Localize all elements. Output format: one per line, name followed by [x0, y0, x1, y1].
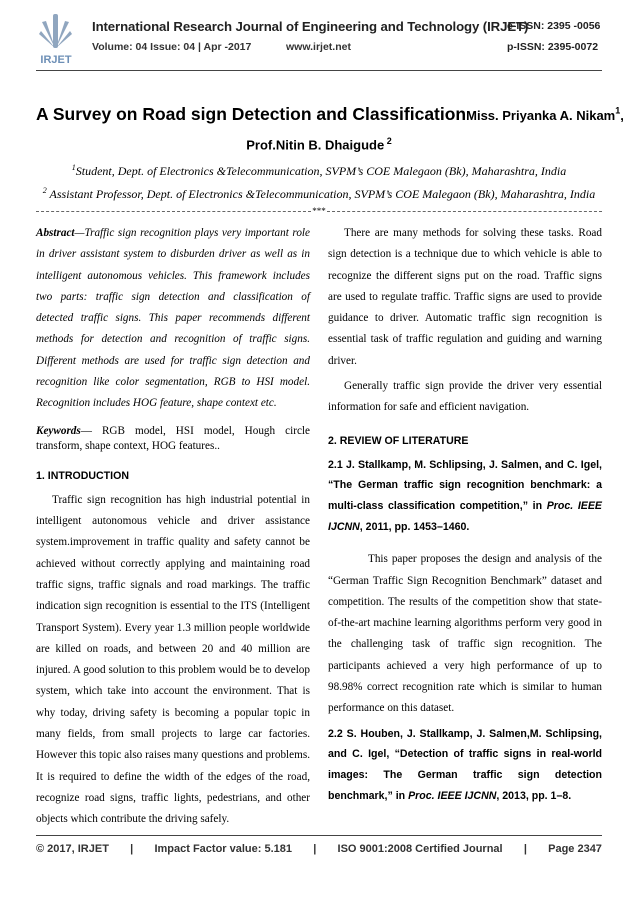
- footer-iso: ISO 9001:2008 Certified Journal: [337, 843, 503, 855]
- footer-separator: |: [523, 843, 527, 855]
- author-1-sup: 1: [615, 105, 621, 116]
- eissn: e-ISSN: 2395 -0056: [507, 20, 601, 32]
- abstract-text: —Traffic sign recognition plays very important role in driver assistant system to disburden driver as well as in intelligent autonomous vehicles. This framework includes two parts: traffic sign detection and classification of detected traffic signs. This paper recommends different methods for detection and recognition of traffic signs. Different methods are used for traffic sign detection and recognition like color segmentation, RGB to HSI model. Recognition includes HOG feature, shape context etc.: [36, 227, 310, 410]
- affiliation-1: [36, 163, 602, 179]
- affiliation-1-sup: 1: [71, 163, 76, 172]
- header-rule: [36, 70, 602, 71]
- paper-title: A Survey on Road sign Detection and Classification: [36, 104, 467, 124]
- footer-impact-factor: Impact Factor value: 5.181: [154, 843, 292, 855]
- journal-website[interactable]: www.irjet.net: [286, 41, 351, 53]
- footer-rule: [36, 835, 602, 836]
- separator-stars: ***: [312, 205, 326, 216]
- right-column: [328, 223, 602, 806]
- author-2: Prof.Nitin B. Dhaigude: [246, 137, 385, 153]
- footer-separator: |: [313, 843, 317, 855]
- reference-2-1: 2.1 J. Stallkamp, M. Schlipsing, J. Salmen, and C. Igel, “The German traffic sign recognition benchmark: a multi-class classification competition,” in Proc. IEEE IJCNN, 2011, pp. 1453–1460.: [328, 458, 602, 533]
- keywords: [36, 424, 310, 454]
- svg-text:IRJET: IRJET: [40, 54, 72, 66]
- author-2-sup: 2: [384, 136, 392, 146]
- abstract: [36, 223, 310, 415]
- affiliation-1-text: Student, Dept. of Electronics &Telecommunication, SVPM’s COE Malegaon (Bk), Maharashtra, India: [75, 164, 567, 178]
- affiliation-2: [36, 186, 602, 202]
- affiliation-2-text: Assistant Professor, Dept. of Electronics &Telecommunication, SVPM’s COE Malegaon (Bk), Maharashtra, India: [46, 187, 596, 201]
- gtsrb-paragraph: This paper proposes the design and analysis of the “German Traffic Sign Recognition Benchmark” dataset and competition. The results of the competition show that state-of-the-art machine learning algorithms perform very good in the challenging task of traffic sign recognition. The participants achieved a very high performance of up to 98.98% correct recognition rate which is similar to human performance on this dataset.: [328, 553, 602, 715]
- author-1-tail: ,: [620, 108, 624, 123]
- volume-issue: Volume: 04 Issue: 04 | Apr -2017: [92, 41, 252, 53]
- intro-paragraph: Traffic sign recognition has high industrial potential in intelligent autonomous vehicle and driver assistance system.improvement in traffic quality and safety cannot be achieved without correctly applying and maintaining road traffic signs, traffic signals and road markings. The traffic indication sign recognition is essential to the ITS (Intelligent Transport System). Every year 1.3 million people worldwide are killed on roads, and between 20 and 40 million are injured. A good solution to this problem would be to develop system, which take into account the environment. That is why today, driving safety is becoming a popular topic in many fields, from small projects to large car factories. However this topic also raises many questions and problems. It is required to define the width of the edges of the road, recognize road signs, traffic lights, pedestrians, and other objects which contribute the driving safely.: [36, 493, 310, 826]
- journal-title: International Research Journal of Engineering and Technology (IRJET): [92, 19, 529, 34]
- abstract-label: Abstract: [36, 227, 75, 239]
- author-2-line: [36, 136, 602, 152]
- methods-paragraph: There are many methods for solving these tasks. Road sign detection is a technique due to which vehicle is able to recognize the different signs put on the road. Traffic signs are used to regulate traffic. Traffic signs are used to provide guidance to driver. Automatic traffic sign recognition is essential task of traffic regulation and guiding and warning driver.: [328, 227, 602, 367]
- title-line: [36, 104, 624, 125]
- footer: [36, 843, 602, 855]
- irjet-logo: [38, 12, 74, 68]
- pissn: p-ISSN: 2395-0072: [507, 41, 599, 53]
- footer-page-number: Page 2347: [548, 843, 602, 855]
- author-1: Miss. Priyanka A. Nikam: [466, 108, 616, 123]
- footer-copyright: © 2017, IRJET: [36, 843, 109, 855]
- intro-heading: 1. INTRODUCTION: [36, 469, 129, 482]
- keywords-label: Keywords: [36, 424, 81, 437]
- section-separator: [36, 206, 602, 216]
- footer-separator: |: [130, 843, 134, 855]
- keywords-text: — RGB model, HSI model, Hough circle transform, shape context, HOG features..: [36, 424, 310, 452]
- left-column: [36, 223, 310, 830]
- review-heading: 2. REVIEW OF LITERATURE: [328, 434, 469, 447]
- traffic-info-paragraph: Generally traffic sign provide the driver very essential information for safe and efficient navigation.: [328, 379, 602, 414]
- reference-2-2: 2.2 S. Houben, J. Stallkamp, J. Salmen,M. Schlipsing, and C. Igel, “Detection of traffic signs in real-world images: The German traffic sign detection benchmark,” in Proc. IEEE IJCNN, 2013, pp. 1–8.: [328, 727, 602, 802]
- affiliation-2-sup: 2: [42, 186, 47, 195]
